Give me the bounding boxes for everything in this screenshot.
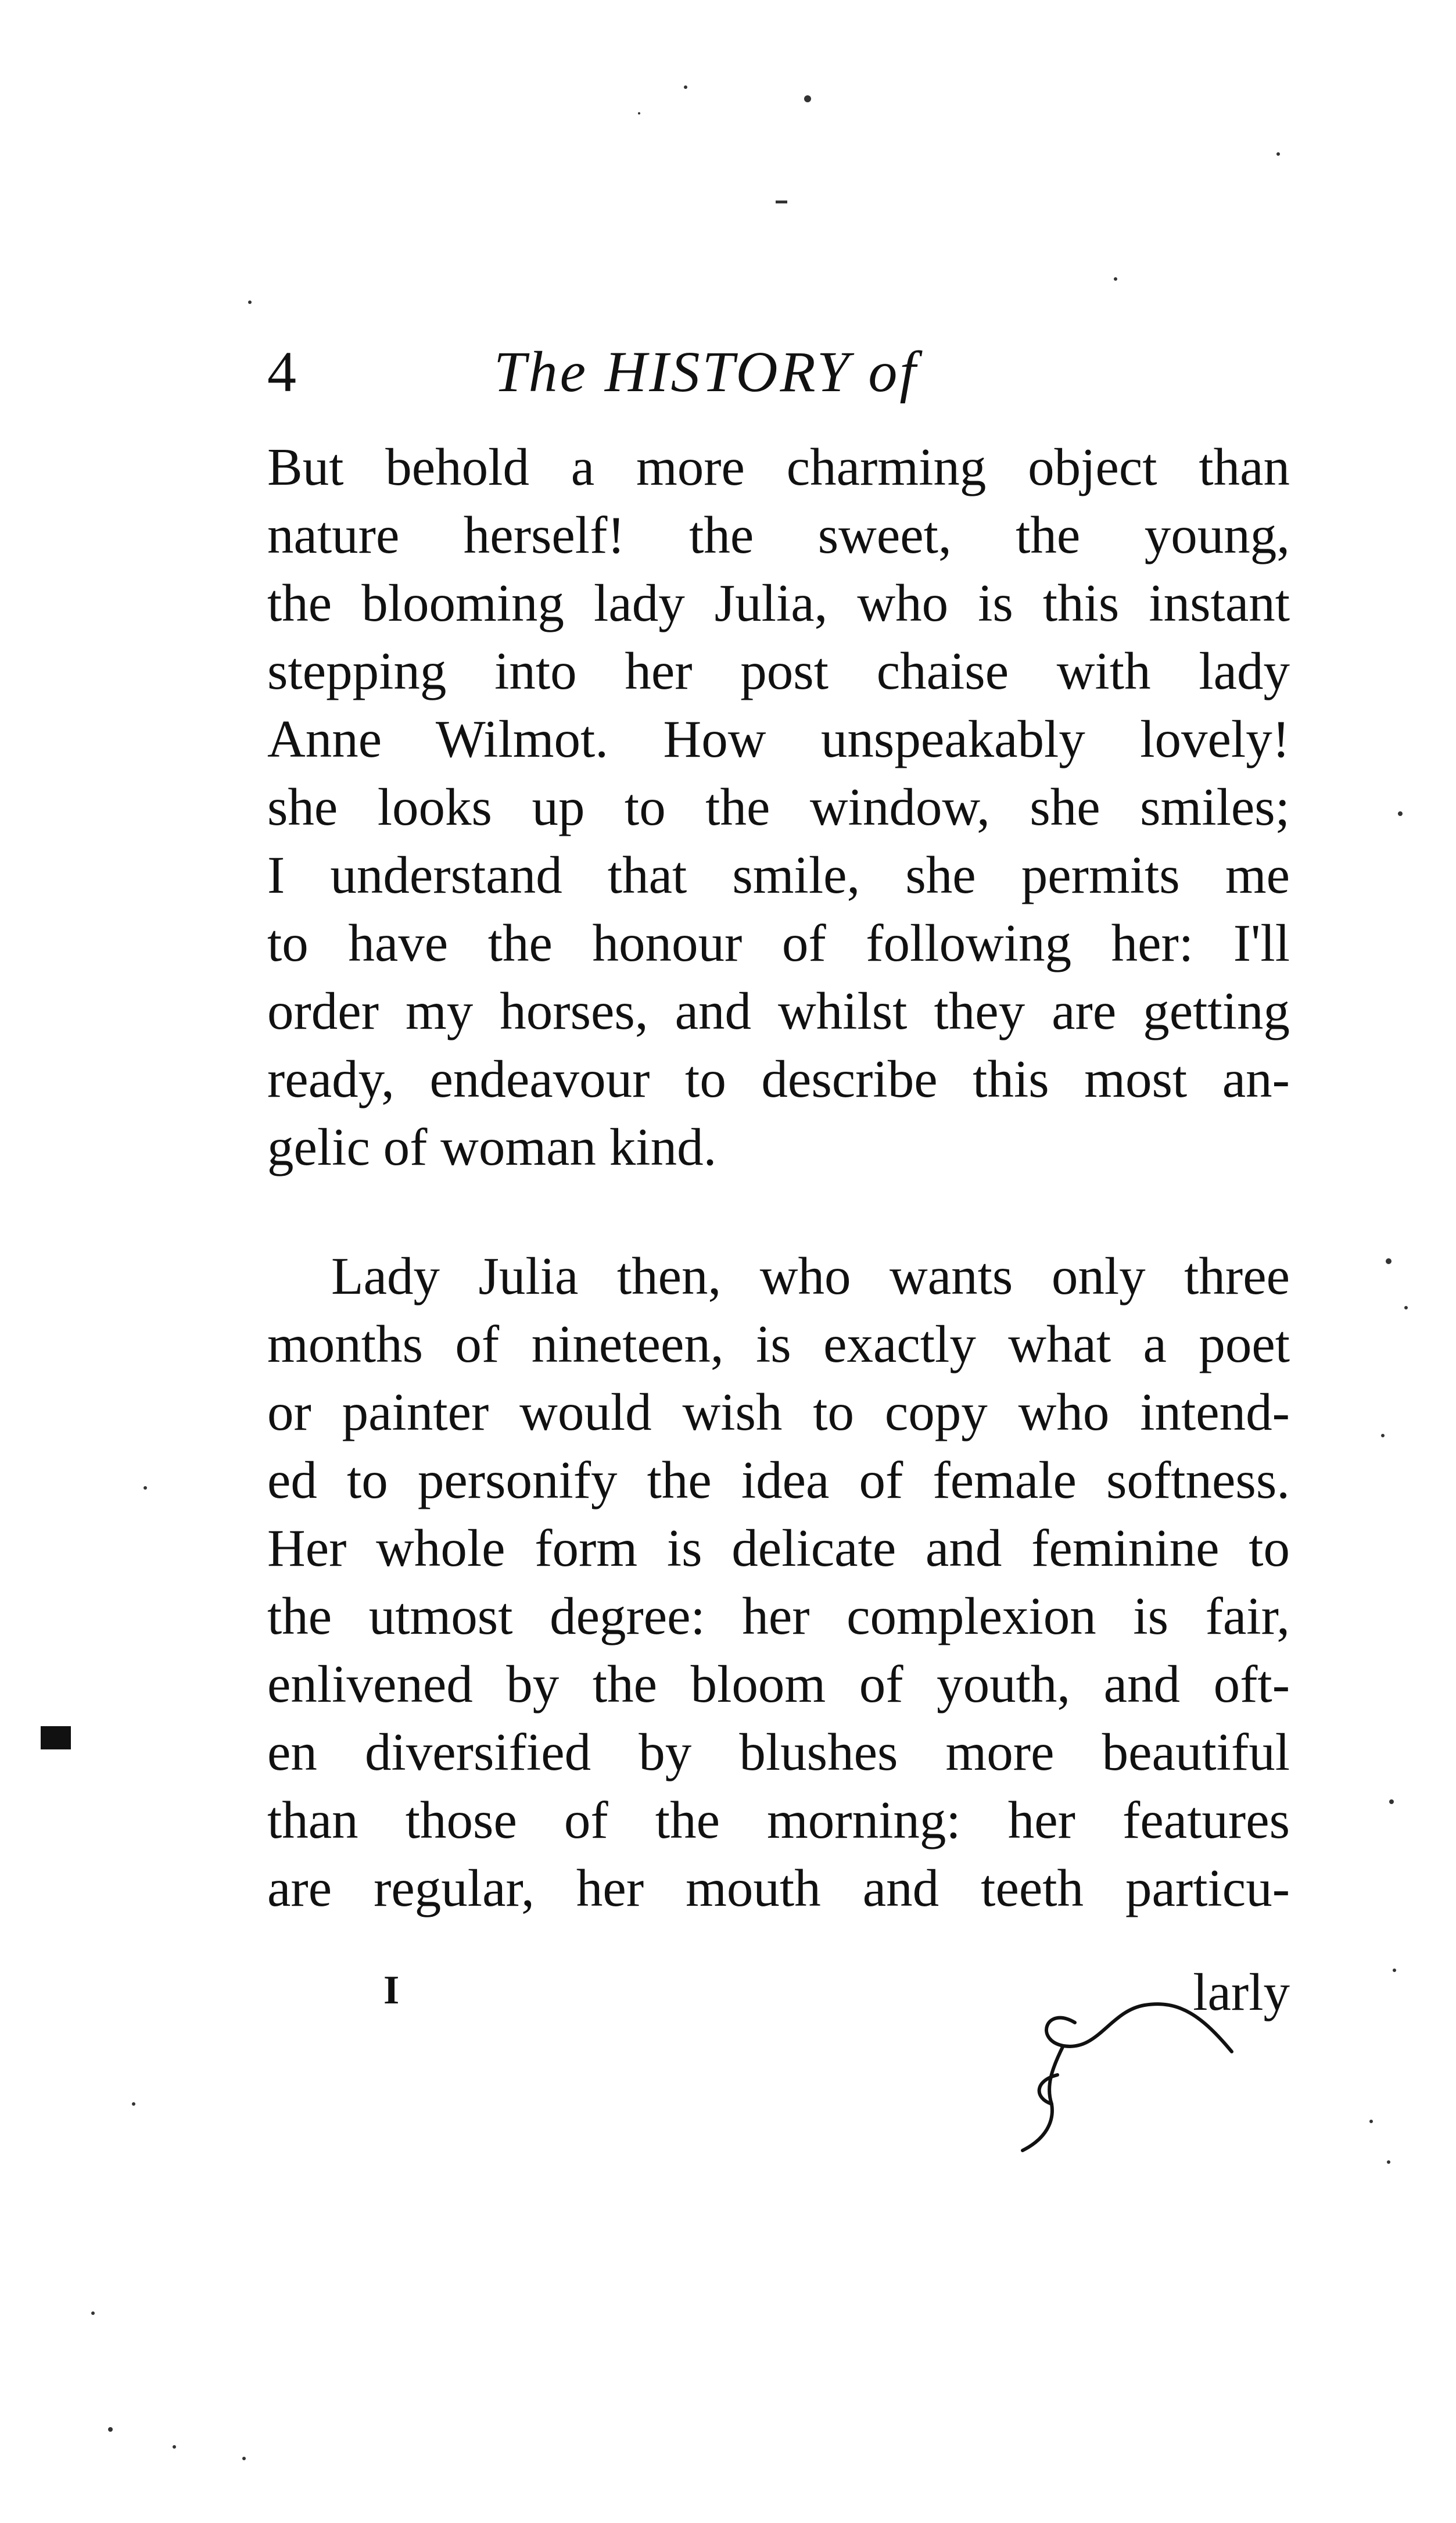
text-line: But behold a more charming object than — [267, 438, 1290, 496]
page-number: 4 — [267, 339, 296, 404]
text-line: than those of the morning: her features — [267, 1791, 1290, 1849]
body-text — [267, 433, 1290, 1922]
text-line: are regular, her mouth and teeth particu- — [267, 1859, 1290, 1917]
text-line: or painter would wish to copy who intend- — [267, 1383, 1290, 1441]
text-line: she looks up to the window, she smiles; — [267, 778, 1290, 836]
text-line: I understand that smile, she permits me — [267, 846, 1290, 904]
page-header — [261, 331, 1296, 413]
text-line: months of nineteen, is exactly what a poet — [267, 1315, 1290, 1373]
text-line: enlivened by the bloom of youth, and oft- — [267, 1655, 1290, 1713]
catchword: larly — [1193, 1963, 1290, 2021]
text-line: gelic of woman kind. — [267, 1118, 717, 1176]
text-line: the utmost degree: her complexion is fair, — [267, 1587, 1290, 1645]
text-line: Her whole form is delicate and feminine to — [267, 1519, 1290, 1577]
text-line: en diversified by blushes more beautiful — [267, 1723, 1290, 1781]
running-title: The HISTORY of — [494, 339, 919, 404]
paragraph-2 — [267, 1242, 1290, 1922]
text-line: the blooming lady Julia, who is this instant — [267, 574, 1290, 632]
signature-mark: I — [383, 1968, 400, 2013]
text-line: ready, endeavour to describe this most an- — [267, 1050, 1290, 1108]
paragraph-gap — [267, 1181, 1290, 1242]
text-line: stepping into her post chaise with lady — [267, 642, 1290, 700]
paragraph-1 — [267, 433, 1290, 1181]
text-line: Lady Julia then, who wants only three — [331, 1247, 1290, 1305]
text-line: to have the honour of following her: I'll — [267, 914, 1290, 972]
text-line: nature herself! the sweet, the young, — [267, 506, 1290, 564]
margin-ink-mark — [41, 1726, 71, 1749]
ink-scribble — [1011, 1988, 1267, 2174]
text-line: Anne Wilmot. How unspeakably lovely! — [267, 710, 1290, 768]
text-line: order my horses, and whilst they are getting — [267, 982, 1290, 1040]
text-line: ed to personify the idea of female softness. — [267, 1451, 1290, 1509]
